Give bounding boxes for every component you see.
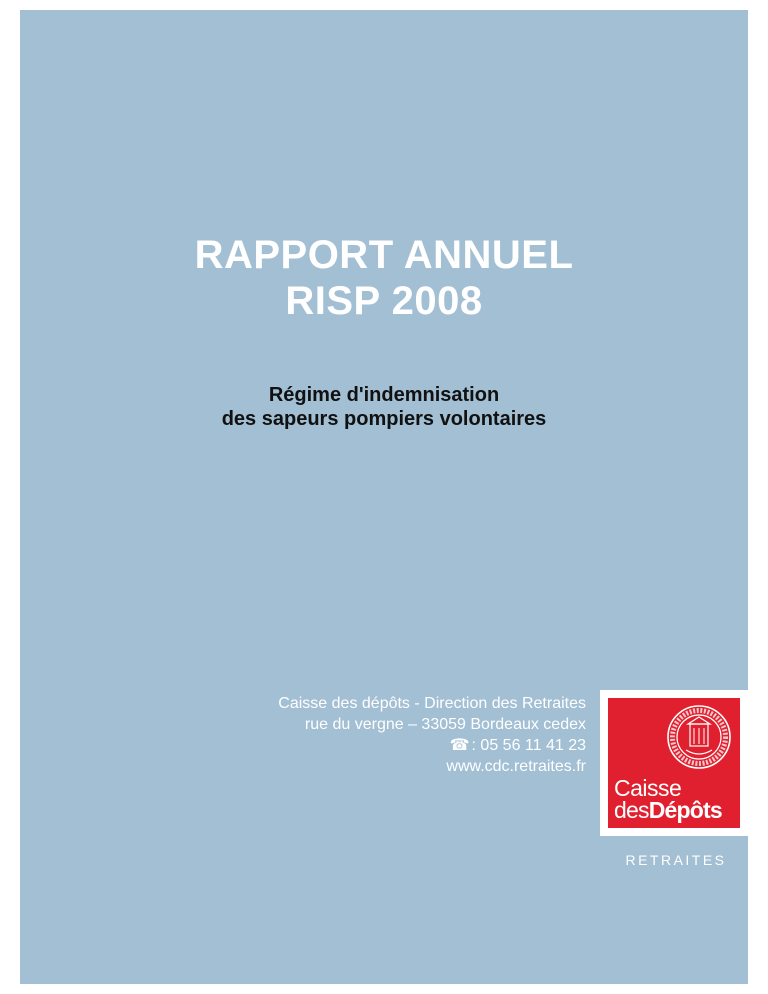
contact-address: rue du vergne – 33059 Bordeaux cedex (304, 716, 586, 733)
subtitle-line-1: Régime d'indemnisation (268, 384, 500, 406)
contact-block (170, 693, 586, 777)
telephone-icon: ☎ (449, 737, 470, 754)
logo-tagline: RETRAITES (625, 852, 727, 868)
report-subtitle (20, 383, 748, 431)
subtitle-line-2: des sapeurs pompiers volontaires (221, 408, 547, 430)
logo-word-des-depots (614, 798, 722, 822)
caisse-des-depots-logo (600, 690, 748, 836)
seal-icon (666, 704, 732, 770)
title-line-2: RISP 2008 (285, 279, 483, 323)
contact-website: www.cdc.retraites.fr (446, 758, 586, 775)
report-title (20, 232, 748, 324)
contact-organization: Caisse des dépôts - Direction des Retraites (278, 695, 586, 712)
logo-word-des: des (614, 797, 649, 823)
cover-panel (20, 10, 748, 984)
contact-phone: : 05 56 11 41 23 (471, 737, 586, 754)
title-line-1: RAPPORT ANNUEL (194, 233, 574, 277)
contact-phone-row (170, 735, 586, 756)
logo-red-block (608, 698, 740, 828)
logo-word-caisse: Caisse (614, 775, 682, 801)
logo-word-depots: Dépôts (648, 797, 722, 823)
